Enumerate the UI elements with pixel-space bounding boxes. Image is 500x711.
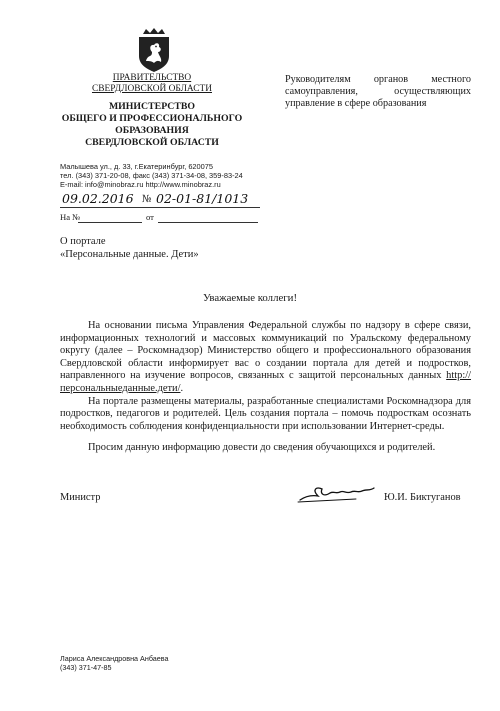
letter-body <box>60 320 471 455</box>
body-paragraph: На основании письма Управления Федеральной службы по надзору в сфере связи, информационных технологий и массовых коммуникаций по Уральскому федеральному округу (далее – Роскомнадзор) Министерство общего и профессионального образования Свердловской области информирует вас о создании портала для детей и подростков, направленного на изучение вопросов, связанных с защитой персональных данных http://персональныеданные.дети/. <box>60 320 471 394</box>
date-underline <box>60 207 260 208</box>
ministry-name: МИНИСТЕРСТВО ОБЩЕГО И ПРОФЕССИОНАЛЬНОГО ОБРАЗОВАНИЯ СВЕРДЛОВСКОЙ ОБЛАСТИ <box>61 101 243 148</box>
coat-of-arms-emblem <box>135 28 173 72</box>
ref-number-underline <box>78 222 142 223</box>
body-paragraph: Просим данную информацию довести до сведения обучающихся и родителей. <box>88 442 436 454</box>
letter-subject: О портале «Персональные данные. Дети» <box>60 236 199 260</box>
body-paragraph: На портале размещены материалы, разработанные специалистами Роскомнадзора для подростков, педагогов и родителей. Цель создания портала – помочь подросткам осознать необходимость соблюдения конфиденциальности при использовании Интернет-среды. <box>60 395 471 432</box>
salutation: Уважаемые коллеги! <box>202 292 298 304</box>
handwritten-date: 09.02.2016 <box>62 191 134 206</box>
phone-line: тел. (343) 371-20-08, факс (343) 371-34-08, 359-83-24 <box>60 171 243 181</box>
reference-row <box>60 212 260 224</box>
handwritten-signature <box>296 480 378 506</box>
letterhead <box>44 73 260 149</box>
ref-date-underline <box>158 222 258 223</box>
government-name: ПРАВИТЕЛЬСТВО СВЕРДЛОВСКОЙ ОБЛАСТИ <box>91 73 212 94</box>
signatory-name: Ю.И. Биктуганов <box>384 492 461 503</box>
address-line: Малышева ул., д. 33, г.Екатеринбург, 620075 <box>60 162 213 171</box>
ministry-address <box>60 162 260 190</box>
signatory-title: Министр <box>60 492 101 503</box>
ref-from-label: от <box>146 212 154 222</box>
ref-label: На № <box>60 212 81 222</box>
executor-phone: (343) 371-47-85 <box>60 662 112 672</box>
addressee: Руководителям органов местного самоуправления, осуществляющих управление в сфере образования <box>285 74 471 110</box>
registration-date-row <box>60 191 260 212</box>
email-line: E-mail: info@minobraz.ru http://www.minobraz.ru <box>60 180 221 190</box>
number-prefix: № <box>142 194 152 205</box>
executor-info <box>60 655 169 672</box>
executor-name: Лариса Александровна Анбаева <box>60 654 169 663</box>
handwritten-number: 02-01-81/1013 <box>156 191 249 206</box>
portal-link[interactable]: http://персональныеданные.дети/ <box>60 370 471 394</box>
